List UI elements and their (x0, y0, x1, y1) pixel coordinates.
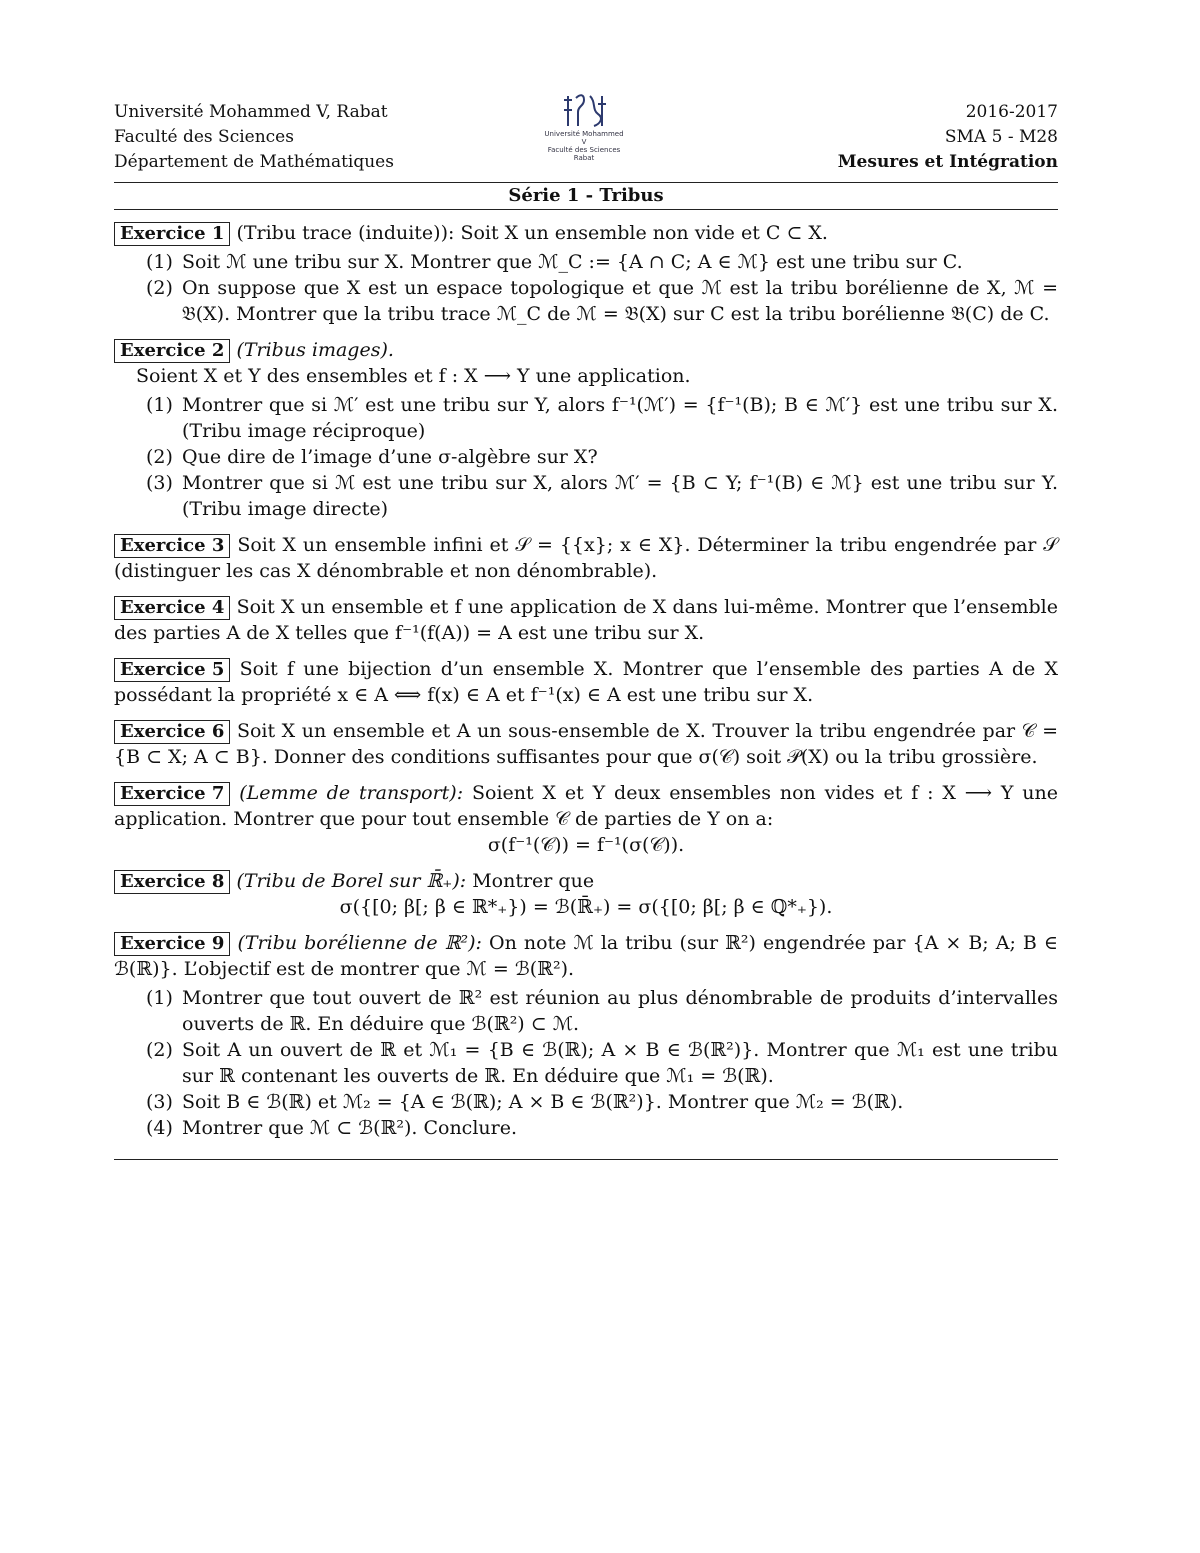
exercise-label: Exercice 2 (114, 339, 230, 363)
exercise-text: Soit X un ensemble infini et 𝒮 = {{x}; x ∈ X}. Déterminer la tribu engendrée par 𝒮 (distinguer les cas X dénombrable et non dénombrable). (114, 534, 1058, 582)
exercise-label: Exercice 7 (114, 782, 230, 806)
exercise-3 (114, 532, 1058, 584)
faculty-name: Faculté des Sciences (114, 127, 294, 147)
exercise-text: Soient X et Y deux ensembles non vides et f : X ⟶ Y une application. Montrer que pour tout ensemble 𝒞 de parties de Y on a: (114, 782, 1058, 830)
header-left (114, 100, 394, 175)
exercise-item: (1) Montrer que tout ouvert de ℝ² est réunion au plus dénombrable de produits d’intervalles ouverts de ℝ. En déduire que ℬ(ℝ²) ⊂ ℳ. (146, 987, 1058, 1035)
exercise-item: (2) Soit A un ouvert de ℝ et ℳ₁ = {B ∈ ℬ(ℝ); A × B ∈ ℬ(ℝ²)}. Montrer que ℳ₁ est une tribu sur ℝ contenant les ouverts de ℝ. En déduire que ℳ₁ = ℬ(ℝ). (146, 1039, 1058, 1087)
exercise-label: Exercice 1 (114, 222, 230, 246)
document-page (114, 100, 1058, 1160)
exercise-2 (114, 337, 1058, 522)
exercise-label: Exercice 6 (114, 720, 230, 744)
exercise-items (114, 249, 1058, 327)
title-rule (114, 209, 1058, 210)
exercise-text: Soit X un ensemble et f une application de X dans lui-même. Montrer que l’ensemble des parties A de X telles que f⁻¹(f(A)) = A est une tribu sur X. (114, 596, 1058, 644)
exercise-item: (4) Montrer que ℳ ⊂ ℬ(ℝ²). Conclure. (146, 1117, 517, 1139)
exercise-item: (2) On suppose que X est un espace topologique et que ℳ est la tribu borélienne de X, ℳ = 𝔅(X). Montrer que la tribu trace ℳ_C de ℳ = 𝔅(X) sur C est la tribu borélienne 𝔅(C) de C. (146, 277, 1058, 325)
exercise-1 (114, 220, 1058, 327)
exercise-item: (3) Soit B ∈ ℬ(ℝ) et ℳ₂ = {A ∈ ℬ(ℝ); A × B ∈ ℬ(ℝ²)}. Montrer que ℳ₂ = ℬ(ℝ). (146, 1091, 904, 1113)
exercise-9 (114, 930, 1058, 1141)
exercise-label: Exercice 9 (114, 932, 230, 956)
exercise-items (114, 985, 1058, 1141)
exercise-label: Exercice 5 (114, 658, 230, 682)
header-right (838, 100, 1058, 175)
display-formula: σ(f⁻¹(𝒞)) = f⁻¹(σ(𝒞)). (487, 834, 685, 856)
exercise-4 (114, 594, 1058, 646)
logo-caption-1: Université Mohammed V (544, 130, 624, 146)
academic-year: 2016-2017 (965, 102, 1058, 122)
exercise-label: Exercice 4 (114, 596, 230, 620)
course-code: SMA 5 - M28 (944, 127, 1058, 147)
exercise-title: (Tribu borélienne de ℝ²): (237, 932, 482, 954)
exercise-item: (1) Montrer que si ℳ′ est une tribu sur Y, alors f⁻¹(ℳ′) = {f⁻¹(B); B ∈ ℳ′} est une tribu sur X. (Tribu image réciproque) (146, 394, 1058, 442)
bottom-rule (114, 1159, 1058, 1160)
exercise-6 (114, 718, 1058, 770)
logo-caption-2: Faculté des Sciences (547, 146, 621, 154)
logo-caption-3: Rabat (573, 154, 595, 162)
exercise-title: (Lemme de transport): (239, 782, 464, 804)
exercise-item: (1) Soit ℳ une tribu sur X. Montrer que ℳ_C := {A ∩ C; A ∈ ℳ} est une tribu sur C. (146, 251, 963, 273)
exercise-label: Exercice 3 (114, 534, 230, 558)
exercise-5 (114, 656, 1058, 708)
sheet-title: Série 1 - Tribus (508, 185, 664, 206)
exercise-text: Soit X un ensemble et A un sous-ensemble de X. Trouver la tribu engendrée par 𝒞 = {B ⊂ X; A ⊂ B}. Donner des conditions suffisantes pour que σ(𝒞) soit 𝒫(X) ou la tribu grossière. (114, 720, 1058, 768)
logo-emblem-icon (554, 92, 614, 130)
exercise-8 (114, 868, 1058, 920)
exercise-intro: (Tribu trace (induite)): Soit X un ensemble non vide et C ⊂ X. (236, 222, 828, 244)
course-title: Mesures et Intégration (837, 152, 1058, 172)
exercise-label: Exercice 8 (114, 870, 230, 894)
exercise-title: (Tribu de Borel sur ℝ̄₊): (236, 870, 467, 892)
header (114, 100, 1058, 182)
exercise-text: Soit f une bijection d’un ensemble X. Montrer que l’ensemble des parties A de X possédant la propriété x ∈ A ⟺ f(x) ∈ A et f⁻¹(x) ∈ A est une tribu sur X. (114, 658, 1059, 706)
university-logo (544, 92, 624, 164)
exercise-text: Montrer que (472, 870, 595, 892)
exercise-7 (114, 780, 1058, 858)
exercise-intro: Soient X et Y des ensembles et f : X ⟶ Y une application. (136, 365, 691, 387)
exercise-item: (3) Montrer que si ℳ est une tribu sur X, alors ℳ′ = {B ⊂ Y; f⁻¹(B) ∈ ℳ} est une tribu sur Y. (Tribu image directe) (146, 472, 1058, 520)
university-name: Université Mohammed V, Rabat (114, 102, 388, 122)
exercise-item: (2) Que dire de l’image d’une σ-algèbre sur X? (146, 446, 598, 468)
exercise-items (114, 392, 1058, 522)
department-name: Département de Mathématiques (114, 152, 394, 172)
exercise-title: (Tribus images). (236, 339, 394, 361)
display-formula: σ({[0; β[; β ∈ ℝ*₊}) = ℬ(ℝ̄₊) = σ({[0; β[; β ∈ ℚ*₊}). (339, 896, 833, 918)
exercise-text: On note ℳ la tribu (sur ℝ²) engendrée par {A × B; A; B ∈ ℬ(ℝ)}. L’objectif est de montrer que ℳ = ℬ(ℝ²). (114, 932, 1058, 980)
